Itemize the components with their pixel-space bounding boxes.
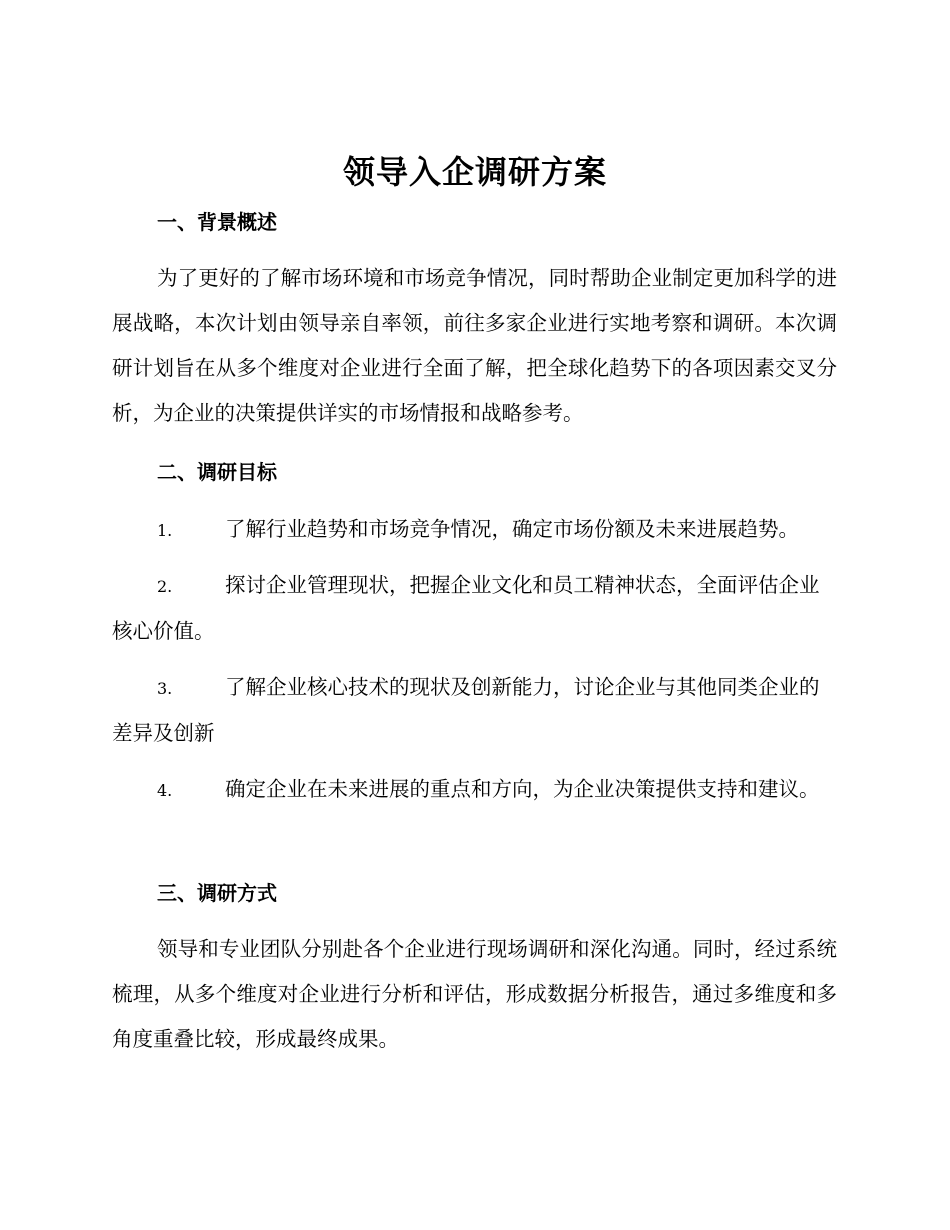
list-item-number: 2. [157, 577, 173, 596]
list-item [112, 665, 837, 756]
document-title: 领导入企调研方案 [342, 153, 607, 191]
list-item-text: 确定企业在未来进展的重点和方向，为企业决策提供支持和建议。 [225, 777, 820, 801]
list-item [112, 563, 837, 654]
section-paragraph-methods: 领导和专业团队分别赴各个企业进行现场调研和深化沟通。同时，经过系统梳理，从多个维度对企业进行分析和评估，形成数据分析报告，通过多维度和多角度重叠比较，形成最终成果。 [112, 937, 837, 1051]
section-heading-background: 一、背景概述 [157, 210, 277, 234]
section-paragraph-background: 为了更好的了解市场环境和市场竞争情况，同时帮助企业制定更加科学的进展战略，本次计划由领导亲自率领，前往多家企业进行实地考察和调研。本次调研计划旨在从多个维度对企业进行全面了解，把全球化趋势下的各项因素交叉分析，为企业的决策提供详实的市场情报和战略参考。 [112, 266, 837, 425]
list-item-text: 探讨企业管理现状，把握企业文化和员工精神状态，全面评估企业核心价值。 [112, 573, 820, 643]
list-item-number: 1. [157, 521, 173, 540]
list-item [112, 767, 837, 813]
list-item-text: 了解行业趋势和市场竞争情况，确定市场份额及未来进展趋势。 [225, 517, 799, 541]
list-item-number: 4. [157, 781, 173, 800]
section-heading-methods: 三、调研方式 [157, 881, 277, 905]
section-heading-goals: 二、调研目标 [157, 460, 277, 484]
list-item-number: 3. [157, 679, 173, 698]
list-item-text: 了解企业核心技术的现状及创新能力，讨论企业与其他同类企业的差异及创新 [112, 675, 820, 745]
list-item [112, 507, 837, 553]
